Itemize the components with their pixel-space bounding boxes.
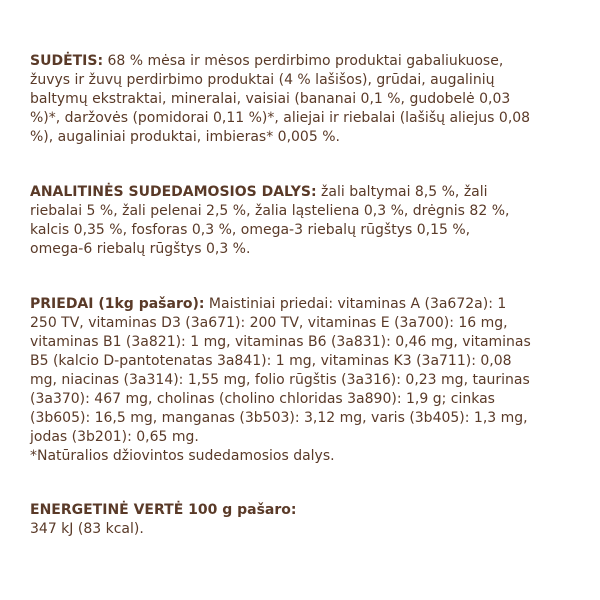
energy-text: 347 kJ (83 kcal). — [30, 521, 144, 537]
additives-section — [30, 295, 575, 466]
additives-label: PRIEDAI (1kg pašaro): — [30, 296, 205, 312]
analytical-label: ANALITINĖS SUDEDAMOSIOS DALYS: — [30, 184, 317, 200]
analytical-section — [30, 183, 575, 259]
analytical-text: žali baltymai 8,5 %, žali riebalai 5 %, žali pelenai 2,5 %, žalia ląsteliena 0,3 %, drėgnis 82 %, kalcis 0,35 %, fosforas 0,3 %, omega-3 riebalų rūgštys 0,15 %, omega-6 riebalų rūgštys 0,3 %. — [30, 184, 510, 257]
additives-text: Maistiniai priedai: vitaminas A (3a672a): 1 250 TV, vitaminas D3 (3a671): 200 TV, vitaminas E (3a700): 16 mg, vitaminas B1 (3a821): 1 mg, vitaminas B6 (3a831): 0,46 mg, vitaminas B5 (kalcio D-pantotenatas 3a841): 1 mg, vitaminas K3 (3a711): 0,08 mg, niacinas (3a314): 1,55 mg, folio rūgštis (3a316): 0,23 mg, taurinas (3a370): 467 mg, cholinas (cholino chloridas 3a890): 1,9 g; cinkas (3b605): 16,5 mg, manganas (3b503): 3,12 mg, varis (3b405): 1,3 mg, jodas (3b201): 0,65 mg. *Natūralios džiovintos sudedamosios dalys. — [30, 296, 531, 464]
energy-label: ENERGETINĖ VERTĖ 100 g pašaro: — [30, 502, 297, 518]
composition-text: 68 % mėsa ir mėsos perdirbimo produktai gabaliukuose, žuvys ir žuvų perdirbimo produktai (4 % lašišos), grūdai, augalinių baltymų ekstraktai, mineralai, vaisiai (bananai 0,1 %, gudobelė 0,03 %)*, daržovės (pomidorai 0,11 %)*, aliejai ir riebalai (lašišų aliejus 0,08 %), augaliniai produktai, imbieras* 0,005 %. — [30, 53, 531, 145]
composition-section — [30, 52, 575, 147]
composition-label: SUDĖTIS: — [30, 53, 104, 69]
energy-section — [30, 501, 575, 539]
